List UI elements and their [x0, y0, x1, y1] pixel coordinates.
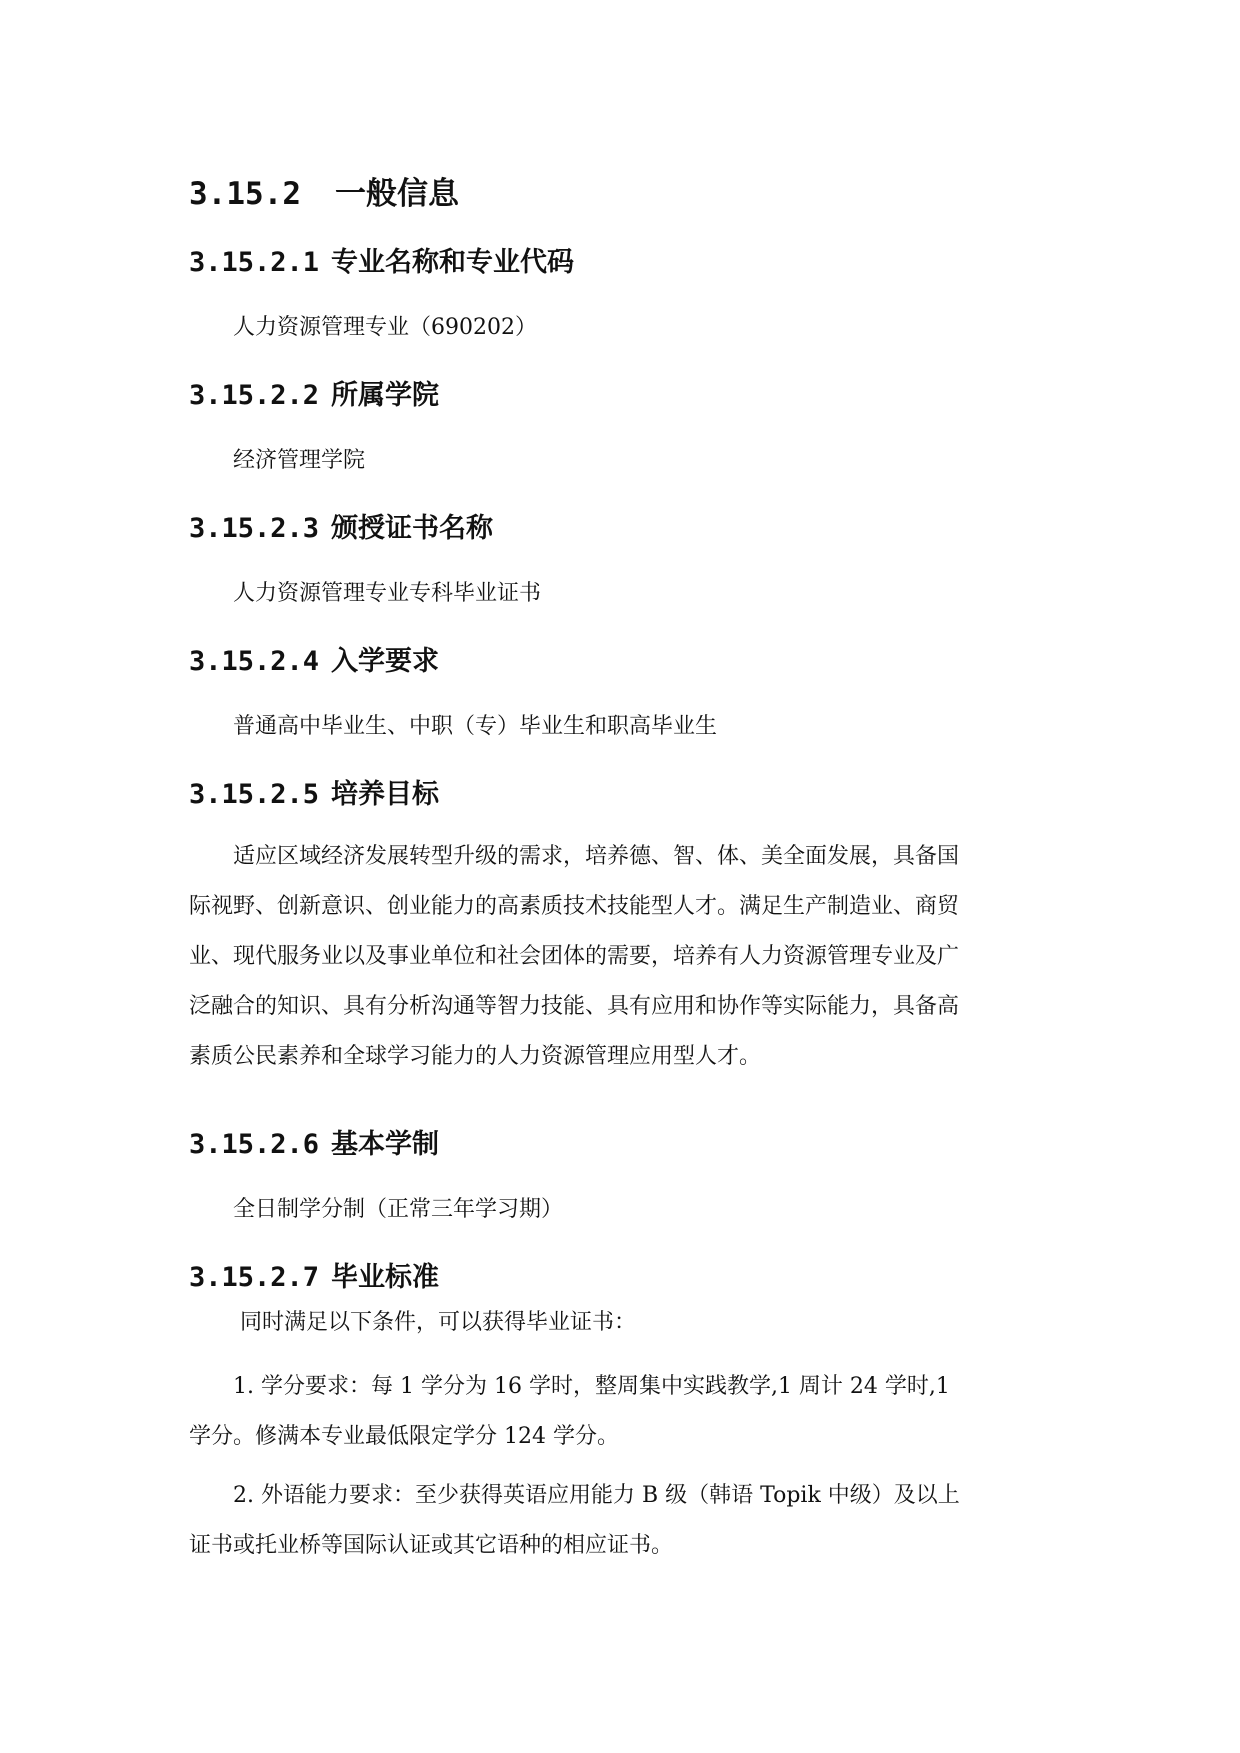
paragraph-line: 1. 学分要求：每 1 学分为 16 学时，整周集中实践教学,1 周计 24 学时,1 — [233, 1374, 950, 1399]
paragraph-line: 素质公民素养和全球学习能力的人力资源管理应用型人才。 — [189, 1044, 762, 1069]
paragraph-line: 2. 外语能力要求：至少获得英语应用能力 B 级（韩语 Topik 中级）及以上 — [233, 1483, 960, 1508]
section-heading-objectives — [189, 772, 439, 811]
graduation-item-language — [189, 1471, 1059, 1571]
paragraph-line: 泛融合的知识、具有分析沟通等智力技能、具有应用和协作等实际能力，具备高 — [189, 994, 960, 1019]
section-title: 所属学院 — [331, 380, 440, 411]
major-name-text: 人力资源管理专业（690202） — [233, 315, 537, 340]
admission-text: 普通高中毕业生、中职（专）毕业生和职高毕业生 — [233, 714, 718, 739]
certificate-text: 人力资源管理专业专科毕业证书 — [233, 581, 542, 606]
section-title: 基本学制 — [331, 1129, 440, 1160]
section-heading-major-name — [189, 240, 574, 279]
section-number: 3.15.2.3 — [189, 513, 320, 544]
section-number: 3.15.2.2 — [189, 380, 320, 411]
paragraph-line: 学分。修满本专业最低限定学分 124 学分。 — [189, 1424, 619, 1449]
section-heading-duration — [189, 1122, 439, 1161]
section-title: 专业名称和专业代码 — [331, 247, 575, 278]
section-number: 3.15.2 — [189, 176, 301, 212]
section-number: 3.15.2.1 — [189, 247, 320, 278]
paragraph-line: 适应区域经济发展转型升级的需求，培养德、智、体、美全面发展，具备国 — [233, 844, 960, 869]
paragraph-line: 际视野、创新意识、创业能力的高素质技术技能型人才。满足生产制造业、商贸 — [189, 894, 960, 919]
section-title: 毕业标准 — [331, 1262, 440, 1293]
duration-text: 全日制学分制（正常三年学习期） — [233, 1197, 564, 1222]
paragraph-line: 证书或托业桥等国际认证或其它语种的相应证书。 — [189, 1533, 674, 1558]
college-text: 经济管理学院 — [233, 448, 366, 473]
section-heading-general-info — [189, 168, 459, 213]
section-number: 3.15.2.7 — [189, 1262, 320, 1293]
section-number: 3.15.2.4 — [189, 646, 320, 677]
section-number: 3.15.2.5 — [189, 779, 320, 810]
section-number: 3.15.2.6 — [189, 1129, 320, 1160]
section-heading-admission — [189, 639, 439, 678]
graduation-intro: 同时满足以下条件，可以获得毕业证书： — [240, 1310, 637, 1335]
section-heading-certificate — [189, 506, 493, 545]
paragraph-line: 业、现代服务业以及事业单位和社会团体的需要，培养有人力资源管理专业及广 — [189, 944, 960, 969]
section-title: 培养目标 — [331, 779, 440, 810]
section-title: 一般信息 — [334, 176, 459, 212]
section-heading-graduation — [189, 1255, 439, 1294]
section-heading-college — [189, 373, 439, 412]
section-title: 颁授证书名称 — [331, 513, 494, 544]
graduation-item-credits — [189, 1362, 1059, 1462]
objectives-paragraph — [189, 832, 1059, 1082]
section-title: 入学要求 — [331, 646, 440, 677]
